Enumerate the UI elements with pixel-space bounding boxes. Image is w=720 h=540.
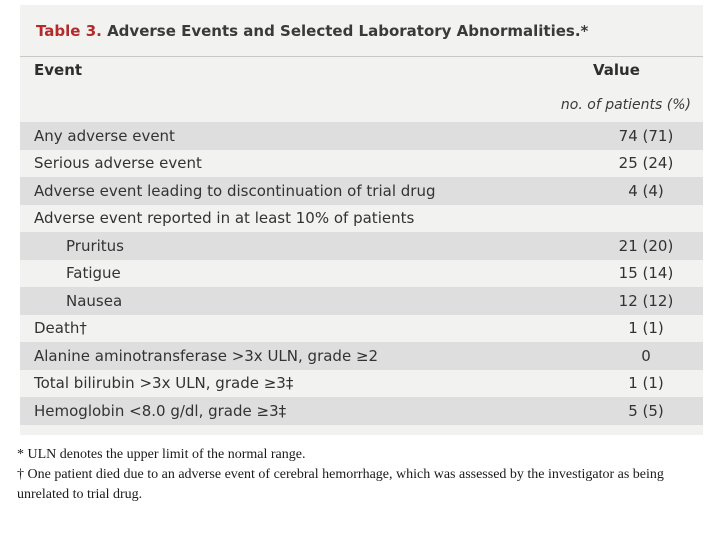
header-divider — [20, 56, 703, 57]
table-row — [20, 315, 703, 343]
row-label: Adverse event reported in at least 10% of patients — [34, 209, 415, 228]
row-value: 5 (5) — [628, 401, 664, 420]
table-row — [20, 370, 703, 398]
row-label: Fatigue — [66, 264, 121, 283]
row-value: 4 (4) — [628, 181, 664, 200]
table-row — [20, 287, 703, 315]
footnotes — [17, 445, 707, 505]
table-number: Table 3. — [36, 22, 102, 40]
column-header-event: Event — [34, 61, 83, 79]
table-row — [20, 260, 703, 288]
column-header-value: Value — [593, 61, 640, 79]
table-row — [20, 150, 703, 178]
row-label: Pruritus — [66, 236, 124, 255]
column-unit-label: no. of patients (%) — [560, 97, 691, 113]
row-value: 21 (20) — [618, 236, 674, 255]
table-row — [20, 177, 703, 205]
row-label: Any adverse event — [34, 126, 175, 145]
table-row — [20, 397, 703, 425]
table-body — [20, 122, 703, 425]
row-label: Alanine aminotransferase >3x ULN, grade ≥2 — [34, 346, 379, 365]
row-value: 12 (12) — [618, 291, 674, 310]
table-row — [20, 122, 703, 150]
footnote-death: † One patient died due to an adverse event of cerebral hemorrhage, which was assessed by the investigator as being unrelated to trial drug. — [17, 467, 664, 502]
table-row — [20, 342, 703, 370]
row-label: Death† — [34, 319, 87, 338]
row-value: 74 (71) — [618, 126, 674, 145]
row-label: Hemoglobin <8.0 g/dl, grade ≥3‡ — [34, 401, 287, 420]
table-row — [20, 232, 703, 260]
row-value: 15 (14) — [618, 264, 674, 283]
row-value: 25 (24) — [618, 154, 674, 173]
row-label: Serious adverse event — [34, 154, 202, 173]
row-label: Adverse event leading to discontinuation of trial drug — [34, 181, 436, 200]
adverse-events-table — [20, 5, 703, 435]
row-label: Total bilirubin >3x ULN, grade ≥3‡ — [34, 374, 294, 393]
row-value: 1 (1) — [628, 319, 664, 338]
table-title-text: Adverse Events and Selected Laboratory Abnormalities.* — [107, 22, 589, 40]
table-row — [20, 205, 703, 233]
row-label: Nausea — [66, 291, 123, 310]
table-title — [36, 22, 588, 40]
row-value: 1 (1) — [628, 374, 664, 393]
row-value: 0 — [641, 346, 651, 365]
footnote-uln: * ULN denotes the upper limit of the normal range. — [17, 447, 306, 462]
